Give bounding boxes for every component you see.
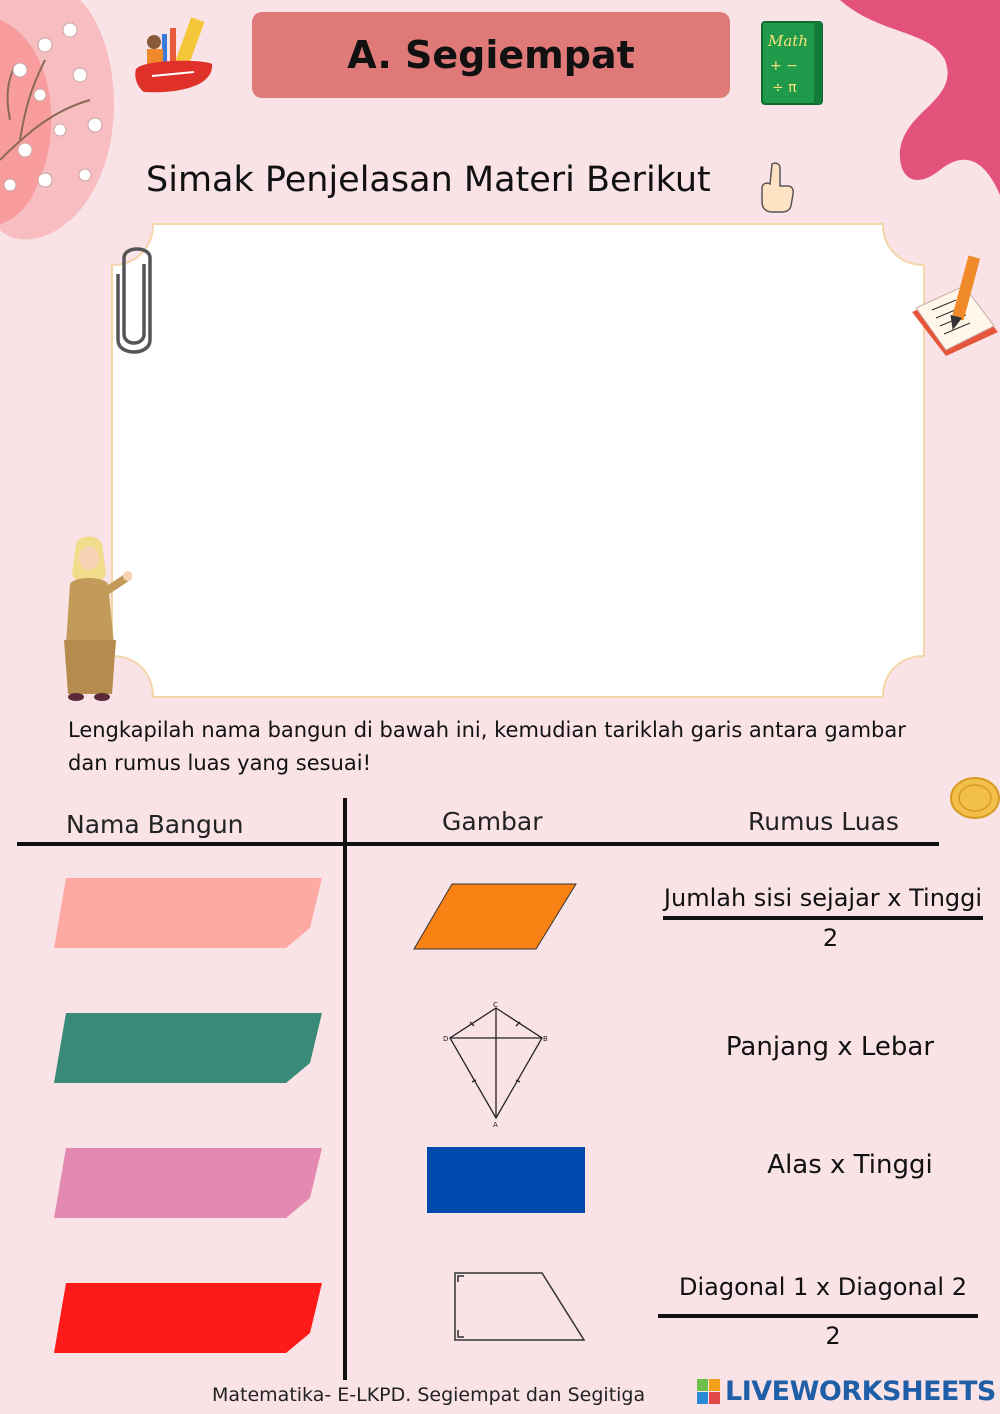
coin-icon	[950, 776, 1000, 820]
math-book-label: Math	[768, 32, 808, 50]
liveworksheets-logo[interactable]	[697, 1376, 996, 1407]
table-header-rule	[17, 842, 939, 846]
content-frame	[108, 222, 928, 700]
svg-text:+ −: + −	[770, 58, 798, 74]
column-header-gambar: Gambar	[442, 807, 543, 836]
instruction-text: Lengkapilah nama bangun di bawah ini, kemudian tariklah garis antara gambar dan rumus luas yang sesuai!	[68, 718, 906, 775]
name-answer-slot-2[interactable]	[54, 1013, 324, 1085]
formula-4-numerator[interactable]: Diagonal 1 x Diagonal 2	[679, 1273, 967, 1301]
trapezoid-icon[interactable]	[450, 1268, 590, 1344]
liveworksheets-brand-text: LIVEWORKSHEETS	[725, 1376, 996, 1407]
parallelogram-icon[interactable]	[412, 882, 580, 952]
section-subtitle-text: Simak Penjelasan Materi Berikut	[146, 160, 711, 200]
kite-label-c: C	[493, 1001, 498, 1009]
name-answer-slot-1[interactable]	[54, 878, 324, 950]
formula-1-denominator: 2	[822, 924, 839, 952]
name-answer-slot-3[interactable]	[54, 1148, 324, 1220]
pencil-case-icon	[134, 14, 216, 96]
name-answer-slot-4[interactable]	[54, 1283, 324, 1355]
formula-1-fraction-bar	[663, 916, 983, 920]
liveworksheets-logo-icon	[697, 1379, 721, 1405]
notebook-pen-icon	[908, 252, 1000, 362]
kite-icon[interactable]	[440, 1000, 552, 1130]
section-subtitle	[146, 160, 711, 200]
page-title: A. Segiempat	[347, 33, 635, 77]
kite-label-a: A	[493, 1121, 498, 1129]
column-header-nama-bangun: Nama Bangun	[66, 810, 244, 839]
table-column-divider	[343, 798, 347, 1380]
footer-text: Matematika- E-LKPD. Segiempat dan Segitiga	[212, 1384, 646, 1406]
formula-4-fraction-bar	[658, 1314, 978, 1318]
math-book-icon	[760, 20, 824, 106]
rectangle-icon[interactable]	[427, 1147, 585, 1213]
kite-label-d: D	[443, 1035, 449, 1043]
pointing-hand-icon	[758, 160, 798, 214]
title-banner	[252, 12, 730, 98]
formula-4-denominator: 2	[825, 1322, 841, 1350]
column-header-rumus-luas: Rumus Luas	[748, 807, 899, 836]
kite-label-b: B	[543, 1035, 548, 1043]
formula-2[interactable]: Panjang x Lebar	[725, 1032, 935, 1062]
formula-3[interactable]: Alas x Tinggi	[767, 1150, 933, 1180]
svg-text:÷ π: ÷ π	[772, 80, 797, 96]
paper-clip-icon	[116, 244, 156, 356]
formula-1-numerator[interactable]: Jumlah sisi sejajar x Tinggi	[663, 884, 983, 912]
teacher-illustration	[52, 534, 132, 704]
